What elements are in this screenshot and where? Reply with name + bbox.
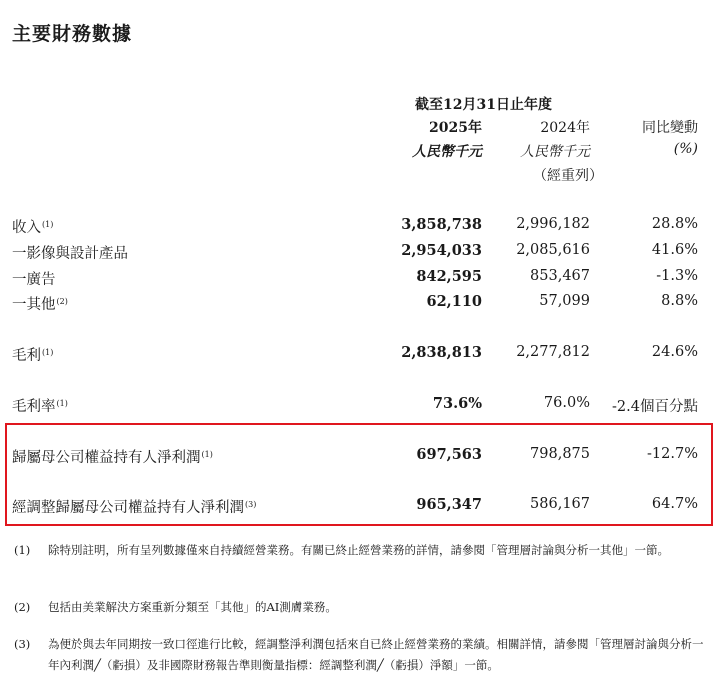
footnote-text: 為便於與去年同期按一致口徑進行比較，經調整淨利潤包括來自已終止經營業務的業績。相關詳情，請參閱「管理層討論與分析一年內利潤╱（虧損）及非國際財務報告準則衡量指標：經調整利潤╱（虧損）淨額」一節。 xyxy=(48,637,704,672)
value-2025: 62,110 xyxy=(426,293,482,310)
col-2024-note: （經重列） xyxy=(533,168,603,184)
row-label: 收入$^{(1)}$ xyxy=(12,220,54,236)
value-2024: 2,277,812 xyxy=(516,344,590,360)
value-yoy: -12.7% xyxy=(647,446,698,462)
row-label: 一其他$^{(2)}$ xyxy=(12,297,68,313)
row-label: 經調整歸屬母公司權益持有人淨利潤$^{(3)}$ xyxy=(12,500,257,516)
period-header: 截至12月31日止年度 xyxy=(415,97,552,113)
value-2024: 853,467 xyxy=(530,268,590,284)
value-2024: 57,099 xyxy=(539,293,590,309)
value-2024: 586,167 xyxy=(530,496,590,512)
value-2025: 2,954,033 xyxy=(401,242,482,259)
col-2024-unit: 人民幣千元 xyxy=(520,144,590,160)
col-yoy-unit: (%) xyxy=(673,141,698,157)
footnote-3 xyxy=(14,634,706,676)
value-2025: 73.6% xyxy=(432,395,482,412)
row-label: 毛利率$^{(1)}$ xyxy=(12,399,68,415)
value-2024: 2,996,182 xyxy=(516,216,590,232)
page-title: 主要財務數據 xyxy=(12,23,133,45)
value-2024: 2,085,616 xyxy=(516,242,590,258)
col-2025-year: 2025年 xyxy=(429,120,482,136)
value-yoy: 24.6% xyxy=(651,344,698,360)
table-row-adjusted-net-profit xyxy=(12,496,698,518)
row-label: 一影像與設計產品 xyxy=(12,246,128,262)
col-yoy-title: 同比變動 xyxy=(642,120,698,136)
table-row-net-profit xyxy=(12,446,698,468)
value-yoy: 28.8% xyxy=(651,216,698,232)
footnote-number: (3) xyxy=(14,637,31,651)
row-label: 毛利$^{(1)}$ xyxy=(12,348,54,364)
value-2025: 697,563 xyxy=(416,446,482,463)
col-2024-year: 2024年 xyxy=(540,120,590,136)
table-row-gross-margin xyxy=(12,395,698,417)
value-2025: 965,347 xyxy=(416,496,482,513)
value-2024: 798,875 xyxy=(530,446,590,462)
value-2024: 76.0% xyxy=(543,395,590,411)
footnote-text: 包括由美業解決方案重新分類至「其他」的AI測膚業務。 xyxy=(48,600,337,614)
col-2025-unit: 人民幣千元 xyxy=(412,144,482,160)
footnote-text: 除特別註明，所有呈列數據僅來自持續經營業務。有關已終止經營業務的詳情，請參閱「管理層討論與分析一其他」一節。 xyxy=(48,543,669,557)
value-yoy: 41.6% xyxy=(651,242,698,258)
row-label: 一廣告 xyxy=(12,272,56,288)
value-yoy: 8.8% xyxy=(661,293,698,309)
table-row-revenue xyxy=(12,216,698,238)
value-2025: 3,858,738 xyxy=(401,216,482,233)
footnote-number: (2) xyxy=(14,600,31,614)
table-row-others xyxy=(12,293,698,315)
value-yoy: 64.7% xyxy=(651,496,698,512)
row-label: 歸屬母公司權益持有人淨利潤$^{(1)}$ xyxy=(12,450,213,466)
value-yoy: -2.4個百分點 xyxy=(612,399,698,415)
table-row-imaging xyxy=(12,242,698,264)
table-row-gross-profit xyxy=(12,344,698,366)
footnote-2 xyxy=(14,597,706,618)
value-yoy: -1.3% xyxy=(656,268,698,284)
footnote-1 xyxy=(14,540,706,582)
value-2025: 842,595 xyxy=(416,268,482,285)
table-row-advertising xyxy=(12,268,698,290)
footnote-number: (1) xyxy=(14,543,31,557)
value-2025: 2,838,813 xyxy=(401,344,482,361)
